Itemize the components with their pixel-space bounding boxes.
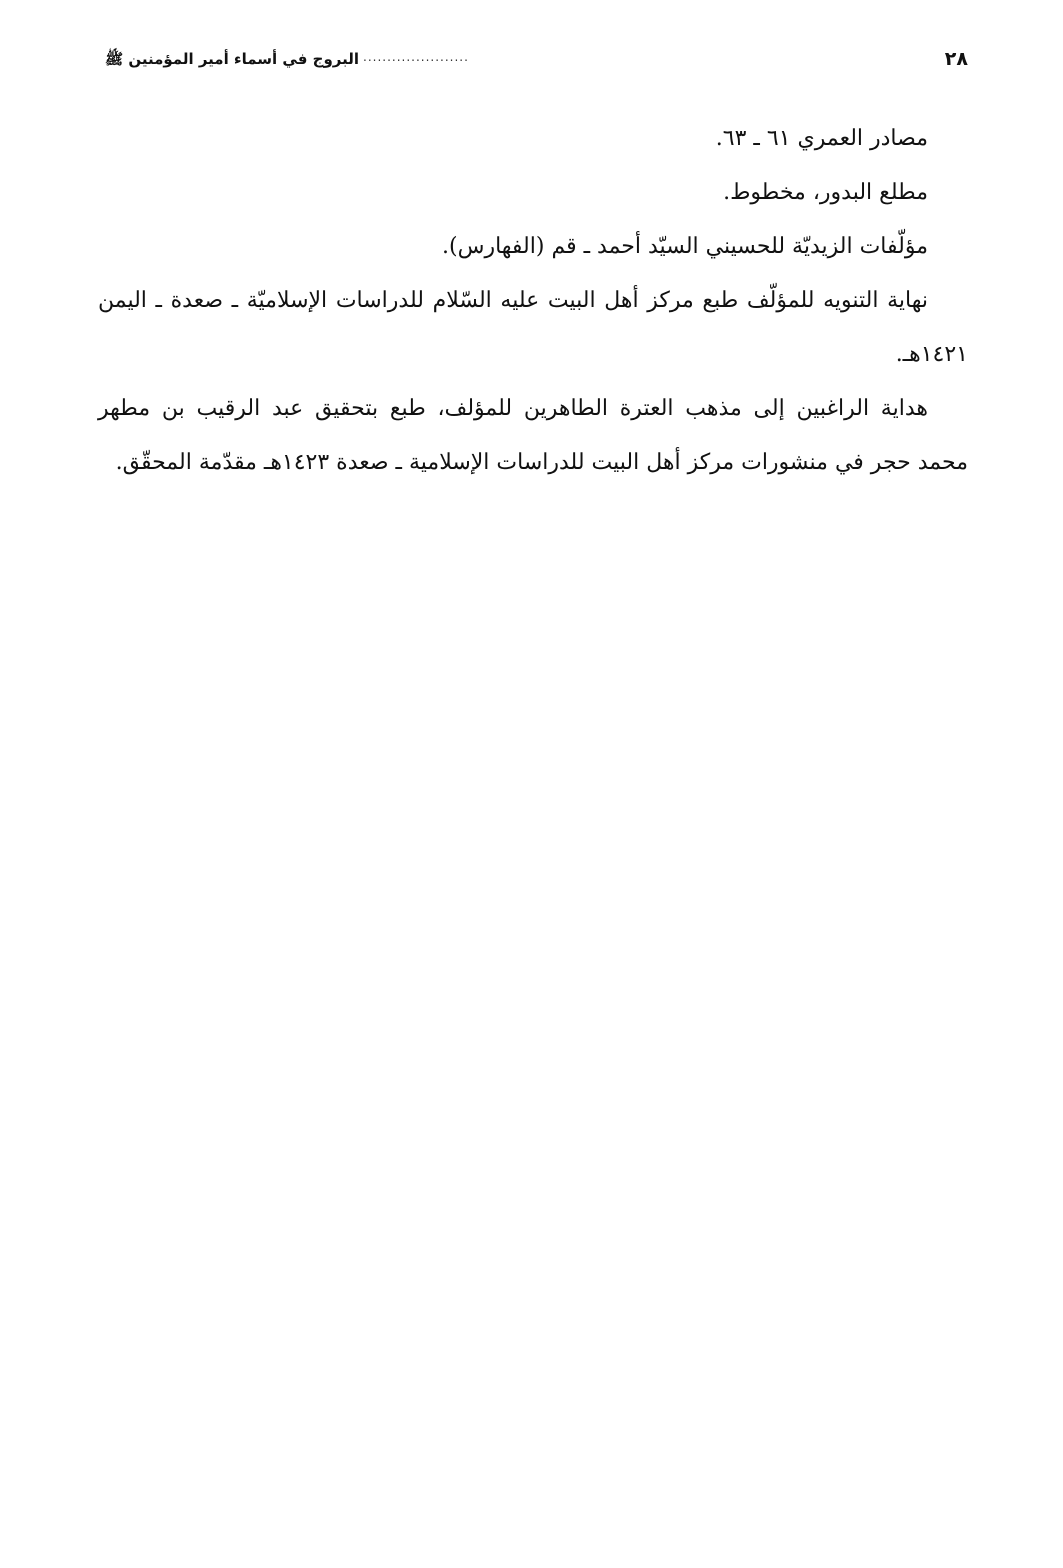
running-title: البروج في أسماء أمير المؤمنين ﷺ xyxy=(105,50,359,68)
reference-entry: مؤلّفات الزيديّة للحسيني السيّد أحمد ـ قم (الفهارس). xyxy=(442,234,928,259)
reference-entry: مصادر العمري ٦١ ـ ٦٣. xyxy=(715,126,928,151)
reference-entry: نهاية التنويه للمؤلّف طبع مركز أهل البيت عليه السّلام للدراسات الإسلاميّة ـ صعدة ـ اليمن ١٤٢١هـ. xyxy=(98,288,968,367)
header-leader-dots: ...................... xyxy=(363,50,469,64)
page-number: ٢٨ xyxy=(944,48,968,70)
page-header xyxy=(105,40,968,80)
reference-entry: هداية الراغبين إلى مذهب العترة الطاهرين للمؤلف، طبع بتحقيق عبد الرقيب بن مطهر محمد حجر في منشورات مركز أهل البيت للدراسات الإسلامية ـ صعدة ١٤٢٣هـ مقدّمة المحقّق. xyxy=(98,396,968,475)
references-list xyxy=(98,112,968,490)
reference-entry: مطلع البدور، مخطوط. xyxy=(723,180,928,205)
